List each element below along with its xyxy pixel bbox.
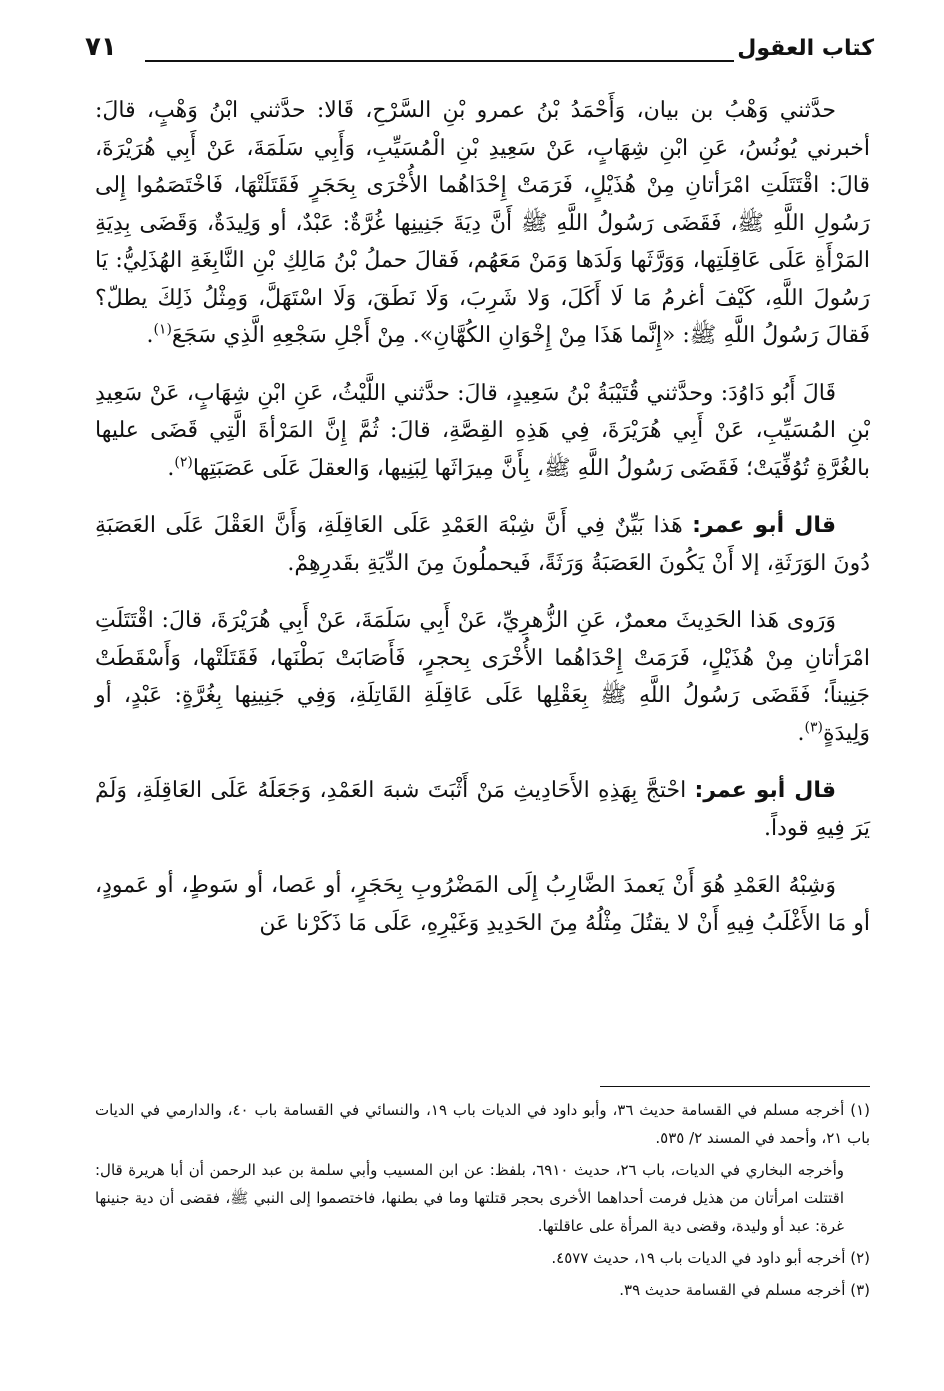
paragraph-speaker: قال أبو عمر:: [692, 513, 836, 538]
header-rule: [145, 60, 734, 62]
footnote: (٣) أخرجه مسلم في القسامة حديث ٣٩.: [619, 1281, 870, 1299]
paragraph-text: قَالَ أَبُو دَاوُدَ: وحدَّثني قُتَيْبَةُ بْنُ سَعِيدٍ، قالَ: حدَّثني اللَّيْثُ، عَنِ ابْنِ شِهَابٍ، عَنْ سَعِيدِ بْنِ المُسَيِّبِ، عَنْ أَبِي هُرَيْرَةَ، فِي هَذِهِ القِصَّةِ، قالَ: ثُمَّ إِنَّ المَرْأةَ الَّتِي قَضَى عليها بالغُرَّةِ تُوُفِّيَتْ؛ فَقَضَى رَسُولُ اللَّهِ ﷺ، بِأَنَّ مِيرَاثَها لِبَنِيها، وَالعقلَ عَلَى عَصَبَتِها: [95, 380, 870, 481]
paragraph-text: وَرَوى هَذا الحَدِيثَ معمرٌ، عَنِ الزُّهرِيِّ، عَنْ أَبِي سَلَمَةَ، عَنْ أَبِي هُرَيْرَةَ، قالَ: اقْتَتَلَتِ امْرَأتانِ مِنْ هُذَيْلٍ، فَرَمَتْ إِحْدَاهُما الأُخْرَى بِحجرٍ، فَأَصَابَتْ بَطْنَها، فَقَتَلَتْها، وَأَسْقَطَتْ جَنِيناً؛ فَقَضَى رَسُولُ اللَّهِ ﷺ بِعَقْلِها عَلَى عَاقِلَةِ القَاتِلَةِ، وَفِي جَنِينِها بِغُرَّةٍ: عَبْدٍ، أو وَلِيدَةٍ: [95, 608, 870, 746]
paragraph-text: هَذا بَيِّنٌ فِي أَنَّ شِبْهَ العَمْدِ عَلَى العَاقِلَةِ، وَأَنَّ العَقْلَ عَلَى العَصَبَةِ دُونَ الوَرَثَةِ، إلا أَنْ يَكُونَ العَصَبَةُ وَرَثَةً، فَيحملُونَ مِنَ الدِّيَةِ بقَدرِهِمْ.: [95, 513, 870, 576]
footnote-separator: [600, 1086, 870, 1087]
paragraph-tail: .: [146, 323, 154, 348]
paragraph: [95, 507, 870, 582]
paragraph-text: احْتجَّ بِهَذِهِ الأَحَادِيثِ مَنْ أَثْبَتَ شبهَ العَمْدِ، وَجَعَلَهُ عَلَى العَاقِلَةِ، وَلَمْ يَرَ فِيهِ قوداً.: [95, 778, 870, 841]
footnote: (٢) أخرجه أبو داود في الديات باب ١٩، حديث ٤٥٧٧.: [551, 1249, 870, 1267]
paragraph-speaker: قال أبو عمر:: [694, 778, 837, 803]
paragraph-tail: .: [797, 720, 805, 746]
footnote-marker: (٣): [804, 719, 823, 736]
paragraph-text: وَشِبْهُ العَمْدِ هُوَ أَنْ يَعمدَ الضَّارِبُ إِلَى المَضْرُوبِ بِحَجَرٍ، أو عَصا، أو سَوطٍ، أو عَمودٍ، أو مَا الأَغْلَبُ فِيهِ أَنْ لا يقتُلَ مِثْلُهُ مِنَ الحَدِيدِ وَغَيْرِهِ، عَلَى مَا ذَكَرْنا عَن: [95, 873, 870, 936]
page-number: ٧١: [85, 32, 117, 62]
footnote-marker: (٢): [174, 454, 193, 471]
paragraph-text: حدَّثني وَهْبُ بن بيان، وَأَحْمَدُ بْنُ عمرو بْنِ السَّرْحِ، قَالا: حدَّثني ابْنُ وَهْبٍ، قالَ: أخبرني يُونُسُ، عَنِ ابْنِ شِهَابٍ، عَنْ سَعِيدِ بْنِ الْمُسَيِّبِ، وَأَبِي سَلَمَةَ، عَنْ أَبِي هُرَيْرَةَ، قالَ: اقْتَتَلَتِ امْرَأتانِ مِنْ هُذَيْلٍ، فَرَمَتْ إِحْدَاهُما الأُخْرَى بِحَجَرٍ فَقَتَلَتْهَا، فَاخْتَصَمُوا إِلى رَسُولِ اللَّهِ ﷺ، فَقَضَى رَسُولُ اللَّهِ ﷺ أَنَّ دِيَةَ جَنِينِها غُرَّةٌ: عَبْدٌ، أو وَلِيدَةٌ، وَقَضَى بِدِيَةِ المَرْأَةِ عَلَى عَاقِلَتِها، وَوَرَّثَها وَلَدَها وَمَنْ مَعَهُم، فَقالَ حملُ بْنُ مَالِكِ بْنِ النَّابِغَةِ الهُذَلِيُّ: يَا رَسُولَ اللَّهِ، كَيْفَ أغرمُ مَا لَا أَكَلَ، وَلا شَرِبَ، وَلَا نَطَقَ، وَلَا اسْتَهَلَّ، وَمِثْلُ ذَلِكَ يطلّ؟ فَقالَ رَسُولُ اللَّهِ ﷺ: «إِنَّما هَذَا مِنْ إِخْوَانِ الكُهَّانِ». مِنْ أَجْلِ سَجْعِهِ الَّذِي سَجَعَ: [95, 98, 870, 348]
footnote-continuation: وأخرجه البخاري في الديات، باب ٢٦، حديث ٦٩١٠، بلفظ: عن ابن المسيب وأبي سلمة بن عبد الرحمن أن أبا هريرة قال: اقتتلت امرأتان من هذيل فرمت أحداهما الأخرى بحجر قتلتها وما في بطنها، فاختصموا إلى النبي ﷺ، فقضى أن دية جنينها غرة: عبد أو وليدة، وقضى دية المرأة على عاقلتها.: [95, 1161, 844, 1235]
paragraph: [95, 602, 870, 752]
paragraph-tail: .: [167, 455, 175, 481]
paragraph: [95, 375, 870, 488]
footnotes: [95, 1096, 870, 1308]
page-header: [85, 22, 874, 70]
main-text: [95, 92, 870, 962]
paragraph: [95, 867, 870, 942]
footnote-marker: (١): [153, 321, 172, 338]
paragraph: [95, 772, 870, 847]
running-title: كتاب العقول: [737, 36, 874, 61]
paragraph: [95, 92, 870, 355]
footnote: (١) أخرجه مسلم في القسامة حديث ٣٦، وأبو داود في الديات باب ١٩، والنسائي في القسامة باب ٤٠، والدارمي في الديات باب ٢١، وأحمد في المسند ٢/ ٥٣٥.: [95, 1101, 870, 1147]
